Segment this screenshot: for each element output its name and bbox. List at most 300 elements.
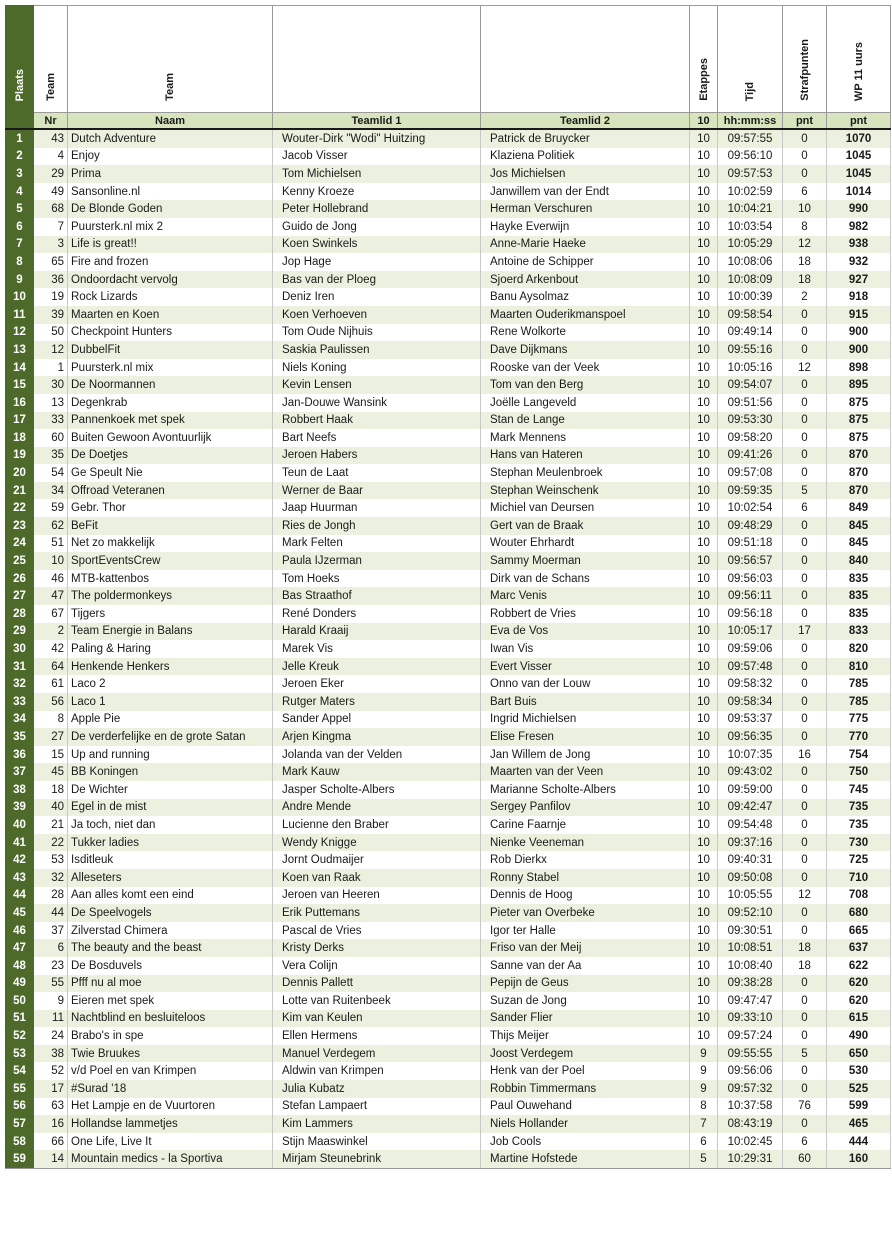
team-name-cell[interactable]: Isditleuk	[68, 851, 273, 869]
teamlid1-cell[interactable]: Tom Oude Nijhuis	[273, 324, 481, 342]
place-cell[interactable]: 19	[6, 447, 34, 465]
team-name-cell[interactable]: Degenkrab	[68, 394, 273, 412]
teamlid1-cell[interactable]: Jelle Kreuk	[273, 658, 481, 676]
place-cell[interactable]: 39	[6, 799, 34, 817]
teamlid2-cell[interactable]: Friso van der Meij	[481, 939, 690, 957]
tijd-cell[interactable]: 10:08:06	[718, 253, 783, 271]
tijd-cell[interactable]: 10:04:21	[718, 200, 783, 218]
team-nr-cell[interactable]: 39	[34, 306, 68, 324]
etappes-cell[interactable]: 10	[690, 658, 718, 676]
teamlid2-cell[interactable]: Mark Mennens	[481, 429, 690, 447]
place-cell[interactable]: 11	[6, 306, 34, 324]
teamlid2-cell[interactable]: Sammy Moerman	[481, 552, 690, 570]
wp-cell[interactable]: 735	[827, 816, 891, 834]
wp-cell[interactable]: 745	[827, 781, 891, 799]
teamlid2-cell[interactable]: Igor ter Halle	[481, 922, 690, 940]
place-cell[interactable]: 20	[6, 464, 34, 482]
team-nr-cell[interactable]: 33	[34, 412, 68, 430]
tijd-cell[interactable]: 09:52:10	[718, 904, 783, 922]
place-cell[interactable]: 7	[6, 236, 34, 254]
team-name-cell[interactable]: Fire and frozen	[68, 253, 273, 271]
tijd-cell[interactable]: 09:56:18	[718, 605, 783, 623]
teamlid2-cell[interactable]: Klaziena Politiek	[481, 148, 690, 166]
teamlid2-cell[interactable]: Onno van der Louw	[481, 675, 690, 693]
etappes-cell[interactable]: 10	[690, 711, 718, 729]
wp-cell[interactable]: 710	[827, 869, 891, 887]
teamlid2-cell[interactable]: Suzan de Jong	[481, 992, 690, 1010]
strafpunten-cell[interactable]: 0	[783, 165, 827, 183]
team-nr-cell[interactable]: 13	[34, 394, 68, 412]
team-nr-cell[interactable]: 2	[34, 623, 68, 641]
team-name-cell[interactable]: MTB-kattenbos	[68, 570, 273, 588]
place-cell[interactable]: 2	[6, 148, 34, 166]
wp-cell[interactable]: 875	[827, 429, 891, 447]
strafpunten-cell[interactable]: 0	[783, 1115, 827, 1133]
team-nr-cell[interactable]: 23	[34, 957, 68, 975]
teamlid2-cell[interactable]: Anne-Marie Haeke	[481, 236, 690, 254]
wp-cell[interactable]: 982	[827, 218, 891, 236]
teamlid1-cell[interactable]: Manuel Verdegem	[273, 1045, 481, 1063]
strafpunten-cell[interactable]: 6	[783, 183, 827, 201]
strafpunten-cell[interactable]: 0	[783, 1062, 827, 1080]
etappes-cell[interactable]: 10	[690, 587, 718, 605]
teamlid1-cell[interactable]: Dennis Pallett	[273, 975, 481, 993]
teamlid1-cell[interactable]: Deniz Iren	[273, 288, 481, 306]
team-name-cell[interactable]: DubbelFit	[68, 341, 273, 359]
teamlid1-cell[interactable]: Jeroen Eker	[273, 675, 481, 693]
teamlid1-cell[interactable]: Bart Neefs	[273, 429, 481, 447]
header-wp[interactable]: WP 11 uurs	[827, 6, 891, 113]
tijd-cell[interactable]: 09:59:06	[718, 640, 783, 658]
strafpunten-cell[interactable]: 0	[783, 1027, 827, 1045]
teamlid2-cell[interactable]: Janwillem van der Endt	[481, 183, 690, 201]
header-teamlid2-blank[interactable]	[481, 6, 690, 113]
strafpunten-cell[interactable]: 0	[783, 904, 827, 922]
teamlid2-cell[interactable]: Marc Venis	[481, 587, 690, 605]
teamlid2-cell[interactable]: Maarten Ouderikmanspoel	[481, 306, 690, 324]
teamlid1-cell[interactable]: Lucienne den Braber	[273, 816, 481, 834]
teamlid2-cell[interactable]: Iwan Vis	[481, 640, 690, 658]
team-nr-cell[interactable]: 16	[34, 1115, 68, 1133]
teamlid2-cell[interactable]: Herman Verschuren	[481, 200, 690, 218]
team-name-cell[interactable]: Laco 2	[68, 675, 273, 693]
etappes-cell[interactable]: 10	[690, 816, 718, 834]
etappes-cell[interactable]: 10	[690, 781, 718, 799]
wp-cell[interactable]: 730	[827, 834, 891, 852]
subheader-teamlid1[interactable]: Teamlid 1	[273, 113, 481, 130]
tijd-cell[interactable]: 09:49:14	[718, 324, 783, 342]
tijd-cell[interactable]: 10:05:29	[718, 236, 783, 254]
place-cell[interactable]: 42	[6, 851, 34, 869]
tijd-cell[interactable]: 09:53:30	[718, 412, 783, 430]
teamlid1-cell[interactable]: Tom Hoeks	[273, 570, 481, 588]
header-plaats[interactable]: Plaats	[6, 6, 34, 113]
team-name-cell[interactable]: Life is great!!	[68, 236, 273, 254]
etappes-cell[interactable]: 10	[690, 535, 718, 553]
teamlid2-cell[interactable]: Dave Dijkmans	[481, 341, 690, 359]
etappes-cell[interactable]: 10	[690, 675, 718, 693]
etappes-cell[interactable]: 10	[690, 165, 718, 183]
team-name-cell[interactable]: De Speelvogels	[68, 904, 273, 922]
teamlid2-cell[interactable]: Bart Buis	[481, 693, 690, 711]
etappes-cell[interactable]: 10	[690, 517, 718, 535]
team-nr-cell[interactable]: 15	[34, 746, 68, 764]
team-name-cell[interactable]: Buiten Gewoon Avontuurlijk	[68, 429, 273, 447]
teamlid2-cell[interactable]: Paul Ouwehand	[481, 1098, 690, 1116]
team-nr-cell[interactable]: 30	[34, 376, 68, 394]
teamlid1-cell[interactable]: Wouter-Dirk "Wodi" Huitzing	[273, 129, 481, 148]
etappes-cell[interactable]: 10	[690, 728, 718, 746]
team-name-cell[interactable]: Rock Lizards	[68, 288, 273, 306]
teamlid1-cell[interactable]: Rutger Maters	[273, 693, 481, 711]
teamlid2-cell[interactable]: Stephan Meulenbroek	[481, 464, 690, 482]
strafpunten-cell[interactable]: 0	[783, 324, 827, 342]
team-nr-cell[interactable]: 14	[34, 1150, 68, 1168]
strafpunten-cell[interactable]: 0	[783, 306, 827, 324]
tijd-cell[interactable]: 09:37:16	[718, 834, 783, 852]
wp-cell[interactable]: 835	[827, 570, 891, 588]
etappes-cell[interactable]: 9	[690, 1080, 718, 1098]
strafpunten-cell[interactable]: 12	[783, 887, 827, 905]
strafpunten-cell[interactable]: 0	[783, 394, 827, 412]
tijd-cell[interactable]: 10:05:16	[718, 359, 783, 377]
wp-cell[interactable]: 525	[827, 1080, 891, 1098]
teamlid1-cell[interactable]: Jop Hage	[273, 253, 481, 271]
team-nr-cell[interactable]: 67	[34, 605, 68, 623]
etappes-cell[interactable]: 10	[690, 605, 718, 623]
tijd-cell[interactable]: 09:57:24	[718, 1027, 783, 1045]
teamlid2-cell[interactable]: Carine Faarnje	[481, 816, 690, 834]
team-nr-cell[interactable]: 45	[34, 763, 68, 781]
team-name-cell[interactable]: Aan alles komt een eind	[68, 887, 273, 905]
place-cell[interactable]: 3	[6, 165, 34, 183]
place-cell[interactable]: 46	[6, 922, 34, 940]
team-name-cell[interactable]: Net zo makkelijk	[68, 535, 273, 553]
wp-cell[interactable]: 833	[827, 623, 891, 641]
teamlid1-cell[interactable]: Stefan Lampaert	[273, 1098, 481, 1116]
strafpunten-cell[interactable]: 12	[783, 359, 827, 377]
teamlid2-cell[interactable]: Nienke Veeneman	[481, 834, 690, 852]
teamlid2-cell[interactable]: Tom van den Berg	[481, 376, 690, 394]
strafpunten-cell[interactable]: 17	[783, 623, 827, 641]
wp-cell[interactable]: 849	[827, 499, 891, 517]
team-name-cell[interactable]: Offroad Veteranen	[68, 482, 273, 500]
team-nr-cell[interactable]: 11	[34, 1010, 68, 1028]
etappes-cell[interactable]: 10	[690, 851, 718, 869]
place-cell[interactable]: 48	[6, 957, 34, 975]
wp-cell[interactable]: 785	[827, 693, 891, 711]
wp-cell[interactable]: 754	[827, 746, 891, 764]
tijd-cell[interactable]: 10:07:35	[718, 746, 783, 764]
place-cell[interactable]: 52	[6, 1027, 34, 1045]
teamlid2-cell[interactable]: Sander Flier	[481, 1010, 690, 1028]
etappes-cell[interactable]: 7	[690, 1115, 718, 1133]
wp-cell[interactable]: 845	[827, 535, 891, 553]
teamlid2-cell[interactable]: Joost Verdegem	[481, 1045, 690, 1063]
place-cell[interactable]: 36	[6, 746, 34, 764]
team-nr-cell[interactable]: 32	[34, 869, 68, 887]
place-cell[interactable]: 47	[6, 939, 34, 957]
team-name-cell[interactable]: Gebr. Thor	[68, 499, 273, 517]
place-cell[interactable]: 30	[6, 640, 34, 658]
tijd-cell[interactable]: 09:56:35	[718, 728, 783, 746]
strafpunten-cell[interactable]: 0	[783, 412, 827, 430]
place-cell[interactable]: 1	[6, 129, 34, 148]
wp-cell[interactable]: 918	[827, 288, 891, 306]
team-nr-cell[interactable]: 21	[34, 816, 68, 834]
etappes-cell[interactable]: 8	[690, 1098, 718, 1116]
wp-cell[interactable]: 938	[827, 236, 891, 254]
strafpunten-cell[interactable]: 0	[783, 781, 827, 799]
teamlid1-cell[interactable]: Kenny Kroeze	[273, 183, 481, 201]
header-team-naam[interactable]: Team	[68, 6, 273, 113]
teamlid1-cell[interactable]: Jolanda van der Velden	[273, 746, 481, 764]
team-nr-cell[interactable]: 53	[34, 851, 68, 869]
tijd-cell[interactable]: 09:41:26	[718, 447, 783, 465]
subheader-nr[interactable]: Nr	[34, 113, 68, 130]
strafpunten-cell[interactable]: 0	[783, 535, 827, 553]
team-nr-cell[interactable]: 50	[34, 324, 68, 342]
etappes-cell[interactable]: 10	[690, 922, 718, 940]
teamlid1-cell[interactable]: Werner de Baar	[273, 482, 481, 500]
teamlid1-cell[interactable]: Saskia Paulissen	[273, 341, 481, 359]
wp-cell[interactable]: 750	[827, 763, 891, 781]
etappes-cell[interactable]: 10	[690, 904, 718, 922]
team-name-cell[interactable]: Tijgers	[68, 605, 273, 623]
tijd-cell[interactable]: 09:57:08	[718, 464, 783, 482]
place-cell[interactable]: 12	[6, 324, 34, 342]
tijd-cell[interactable]: 09:56:11	[718, 587, 783, 605]
team-nr-cell[interactable]: 3	[34, 236, 68, 254]
header-etappes[interactable]: Etappes	[690, 6, 718, 113]
wp-cell[interactable]: 708	[827, 887, 891, 905]
etappes-cell[interactable]: 10	[690, 1027, 718, 1045]
teamlid2-cell[interactable]: Rene Wolkorte	[481, 324, 690, 342]
wp-cell[interactable]: 444	[827, 1133, 891, 1151]
strafpunten-cell[interactable]: 0	[783, 992, 827, 1010]
subheader-naam[interactable]: Naam	[68, 113, 273, 130]
team-name-cell[interactable]: De Bosduvels	[68, 957, 273, 975]
wp-cell[interactable]: 465	[827, 1115, 891, 1133]
tijd-cell[interactable]: 09:42:47	[718, 799, 783, 817]
place-cell[interactable]: 16	[6, 394, 34, 412]
tijd-cell[interactable]: 09:56:03	[718, 570, 783, 588]
etappes-cell[interactable]: 10	[690, 640, 718, 658]
place-cell[interactable]: 44	[6, 887, 34, 905]
teamlid1-cell[interactable]: Mirjam Steunebrink	[273, 1150, 481, 1168]
subheader-etappes[interactable]: 10	[690, 113, 718, 130]
etappes-cell[interactable]: 10	[690, 763, 718, 781]
team-nr-cell[interactable]: 28	[34, 887, 68, 905]
etappes-cell[interactable]: 10	[690, 253, 718, 271]
teamlid1-cell[interactable]: Vera Colijn	[273, 957, 481, 975]
team-name-cell[interactable]: Puursterk.nl mix	[68, 359, 273, 377]
team-name-cell[interactable]: Pannenkoek met spek	[68, 412, 273, 430]
place-cell[interactable]: 56	[6, 1098, 34, 1116]
team-name-cell[interactable]: Up and running	[68, 746, 273, 764]
etappes-cell[interactable]: 10	[690, 693, 718, 711]
teamlid2-cell[interactable]: Jos Michielsen	[481, 165, 690, 183]
teamlid2-cell[interactable]: Marianne Scholte-Albers	[481, 781, 690, 799]
wp-cell[interactable]: 622	[827, 957, 891, 975]
tijd-cell[interactable]: 09:43:02	[718, 763, 783, 781]
teamlid2-cell[interactable]: Dirk van de Schans	[481, 570, 690, 588]
etappes-cell[interactable]: 10	[690, 499, 718, 517]
team-name-cell[interactable]: Henkende Henkers	[68, 658, 273, 676]
teamlid1-cell[interactable]: Arjen Kingma	[273, 728, 481, 746]
wp-cell[interactable]: 835	[827, 605, 891, 623]
team-name-cell[interactable]: v/d Poel en van Krimpen	[68, 1062, 273, 1080]
strafpunten-cell[interactable]: 0	[783, 447, 827, 465]
wp-cell[interactable]: 875	[827, 412, 891, 430]
team-name-cell[interactable]: Apple Pie	[68, 711, 273, 729]
teamlid1-cell[interactable]: Kristy Derks	[273, 939, 481, 957]
strafpunten-cell[interactable]: 0	[783, 429, 827, 447]
etappes-cell[interactable]: 10	[690, 746, 718, 764]
wp-cell[interactable]: 870	[827, 447, 891, 465]
tijd-cell[interactable]: 09:56:06	[718, 1062, 783, 1080]
teamlid2-cell[interactable]: Henk van der Poel	[481, 1062, 690, 1080]
wp-cell[interactable]: 870	[827, 482, 891, 500]
teamlid2-cell[interactable]: Rob Dierkx	[481, 851, 690, 869]
team-name-cell[interactable]: Paling & Haring	[68, 640, 273, 658]
teamlid1-cell[interactable]: Ellen Hermens	[273, 1027, 481, 1045]
place-cell[interactable]: 34	[6, 711, 34, 729]
wp-cell[interactable]: 845	[827, 517, 891, 535]
teamlid2-cell[interactable]: Pieter van Overbeke	[481, 904, 690, 922]
strafpunten-cell[interactable]: 16	[783, 746, 827, 764]
etappes-cell[interactable]: 10	[690, 218, 718, 236]
wp-cell[interactable]: 900	[827, 341, 891, 359]
teamlid1-cell[interactable]: Jeroen van Heeren	[273, 887, 481, 905]
teamlid1-cell[interactable]: Erik Puttemans	[273, 904, 481, 922]
tijd-cell[interactable]: 08:43:19	[718, 1115, 783, 1133]
tijd-cell[interactable]: 10:37:58	[718, 1098, 783, 1116]
wp-cell[interactable]: 637	[827, 939, 891, 957]
place-cell[interactable]: 14	[6, 359, 34, 377]
team-nr-cell[interactable]: 63	[34, 1098, 68, 1116]
etappes-cell[interactable]: 10	[690, 306, 718, 324]
teamlid2-cell[interactable]: Job Cools	[481, 1133, 690, 1151]
strafpunten-cell[interactable]: 0	[783, 464, 827, 482]
etappes-cell[interactable]: 10	[690, 939, 718, 957]
tijd-cell[interactable]: 09:51:18	[718, 535, 783, 553]
header-team-nr[interactable]: Team	[34, 6, 68, 113]
place-cell[interactable]: 10	[6, 288, 34, 306]
team-name-cell[interactable]: Het Lampje en de Vuurtoren	[68, 1098, 273, 1116]
teamlid2-cell[interactable]: Gert van de Braak	[481, 517, 690, 535]
strafpunten-cell[interactable]: 0	[783, 376, 827, 394]
team-nr-cell[interactable]: 22	[34, 834, 68, 852]
team-name-cell[interactable]: De Wichter	[68, 781, 273, 799]
etappes-cell[interactable]: 10	[690, 324, 718, 342]
team-name-cell[interactable]: Alleseters	[68, 869, 273, 887]
tijd-cell[interactable]: 09:47:47	[718, 992, 783, 1010]
team-name-cell[interactable]: Egel in de mist	[68, 799, 273, 817]
teamlid1-cell[interactable]: Koen van Raak	[273, 869, 481, 887]
team-name-cell[interactable]: De verderfelijke en de grote Satan	[68, 728, 273, 746]
tijd-cell[interactable]: 09:30:51	[718, 922, 783, 940]
etappes-cell[interactable]: 10	[690, 1010, 718, 1028]
strafpunten-cell[interactable]: 0	[783, 816, 827, 834]
team-name-cell[interactable]: Pfff nu al moe	[68, 975, 273, 993]
strafpunten-cell[interactable]: 5	[783, 482, 827, 500]
team-nr-cell[interactable]: 54	[34, 464, 68, 482]
team-nr-cell[interactable]: 60	[34, 429, 68, 447]
tijd-cell[interactable]: 09:51:56	[718, 394, 783, 412]
team-nr-cell[interactable]: 62	[34, 517, 68, 535]
team-name-cell[interactable]: Enjoy	[68, 148, 273, 166]
etappes-cell[interactable]: 10	[690, 464, 718, 482]
place-cell[interactable]: 31	[6, 658, 34, 676]
teamlid1-cell[interactable]: Bas Straathof	[273, 587, 481, 605]
team-nr-cell[interactable]: 9	[34, 992, 68, 1010]
teamlid2-cell[interactable]: Evert Visser	[481, 658, 690, 676]
place-cell[interactable]: 13	[6, 341, 34, 359]
wp-cell[interactable]: 840	[827, 552, 891, 570]
etappes-cell[interactable]: 5	[690, 1150, 718, 1168]
team-nr-cell[interactable]: 12	[34, 341, 68, 359]
wp-cell[interactable]: 650	[827, 1045, 891, 1063]
etappes-cell[interactable]: 10	[690, 412, 718, 430]
tijd-cell[interactable]: 09:54:48	[718, 816, 783, 834]
tijd-cell[interactable]: 09:58:34	[718, 693, 783, 711]
wp-cell[interactable]: 735	[827, 799, 891, 817]
teamlid2-cell[interactable]: Thijs Meijer	[481, 1027, 690, 1045]
tijd-cell[interactable]: 10:08:09	[718, 271, 783, 289]
team-name-cell[interactable]: SportEventsCrew	[68, 552, 273, 570]
team-nr-cell[interactable]: 18	[34, 781, 68, 799]
place-cell[interactable]: 8	[6, 253, 34, 271]
teamlid1-cell[interactable]: Tom Michielsen	[273, 165, 481, 183]
teamlid2-cell[interactable]: Banu Aysolmaz	[481, 288, 690, 306]
place-cell[interactable]: 32	[6, 675, 34, 693]
strafpunten-cell[interactable]: 5	[783, 1045, 827, 1063]
etappes-cell[interactable]: 10	[690, 376, 718, 394]
etappes-cell[interactable]: 10	[690, 552, 718, 570]
etappes-cell[interactable]: 10	[690, 236, 718, 254]
teamlid1-cell[interactable]: Julia Kubatz	[273, 1080, 481, 1098]
teamlid2-cell[interactable]: Pepijn de Geus	[481, 975, 690, 993]
tijd-cell[interactable]: 09:54:07	[718, 376, 783, 394]
team-name-cell[interactable]: The poldermonkeys	[68, 587, 273, 605]
etappes-cell[interactable]: 10	[690, 341, 718, 359]
etappes-cell[interactable]: 10	[690, 183, 718, 201]
strafpunten-cell[interactable]: 0	[783, 711, 827, 729]
team-nr-cell[interactable]: 64	[34, 658, 68, 676]
teamlid1-cell[interactable]: Robbert Haak	[273, 412, 481, 430]
team-name-cell[interactable]: BB Koningen	[68, 763, 273, 781]
team-nr-cell[interactable]: 35	[34, 447, 68, 465]
team-name-cell[interactable]: Ja toch, niet dan	[68, 816, 273, 834]
tijd-cell[interactable]: 09:57:48	[718, 658, 783, 676]
team-nr-cell[interactable]: 49	[34, 183, 68, 201]
team-name-cell[interactable]: Twie Bruukes	[68, 1045, 273, 1063]
team-name-cell[interactable]: Brabo's in spe	[68, 1027, 273, 1045]
teamlid2-cell[interactable]: Sanne van der Aa	[481, 957, 690, 975]
team-name-cell[interactable]: The beauty and the beast	[68, 939, 273, 957]
strafpunten-cell[interactable]: 0	[783, 869, 827, 887]
strafpunten-cell[interactable]: 0	[783, 587, 827, 605]
place-cell[interactable]: 38	[6, 781, 34, 799]
subheader-strafpunten[interactable]: pnt	[783, 113, 827, 130]
teamlid2-cell[interactable]: Joëlle Langeveld	[481, 394, 690, 412]
teamlid2-cell[interactable]: Antoine de Schipper	[481, 253, 690, 271]
place-cell[interactable]: 23	[6, 517, 34, 535]
strafpunten-cell[interactable]: 18	[783, 957, 827, 975]
team-name-cell[interactable]: #Surad '18	[68, 1080, 273, 1098]
team-nr-cell[interactable]: 4	[34, 148, 68, 166]
